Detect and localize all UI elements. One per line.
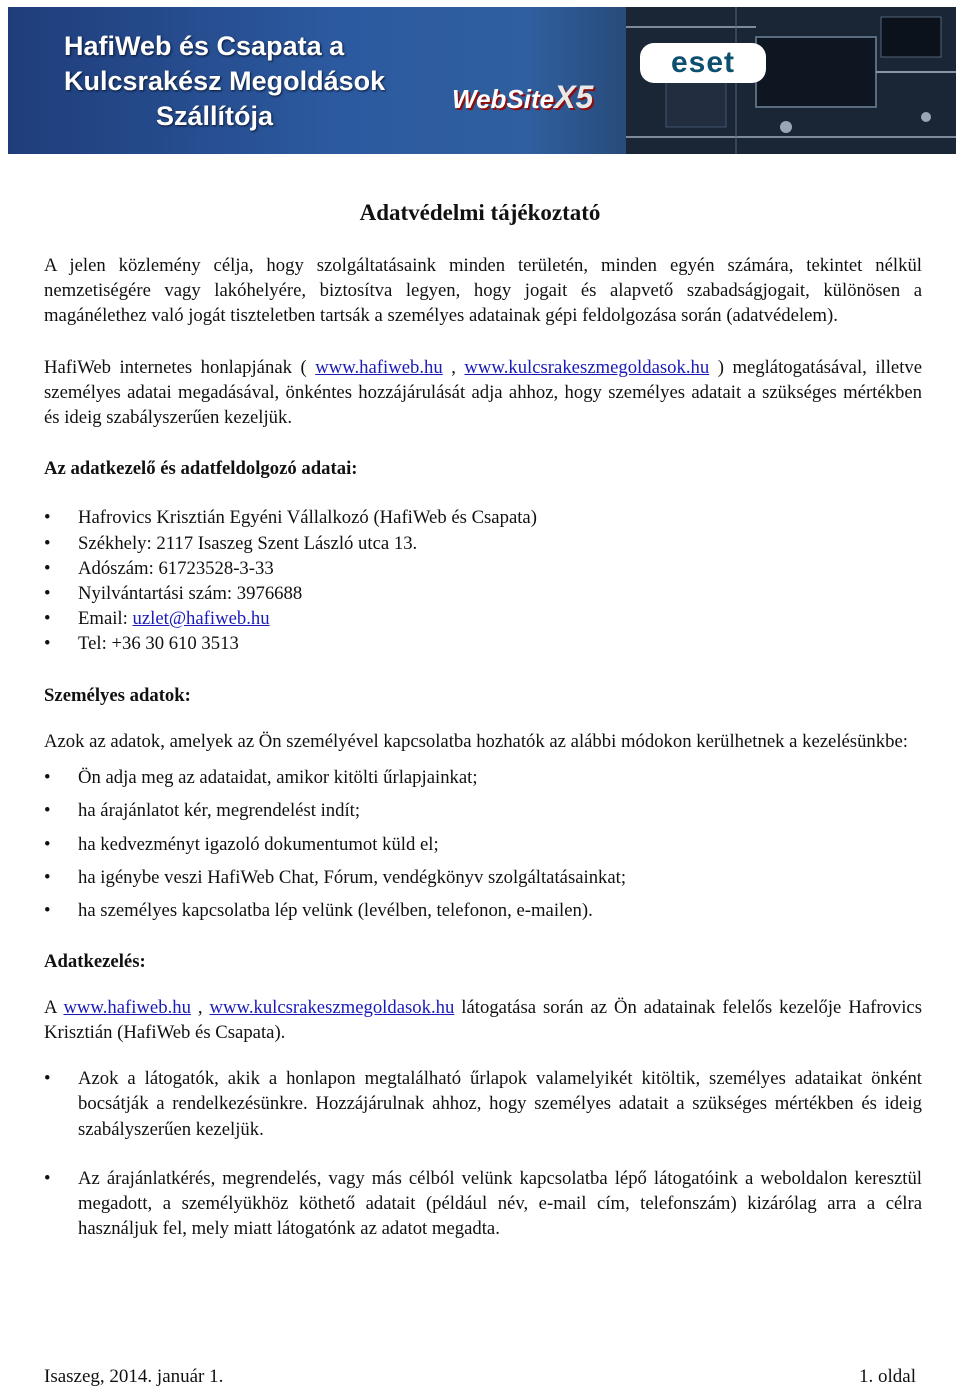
- website-logo-version: X5: [554, 79, 594, 115]
- list-item: • Adószám: 61723528-3-33: [44, 556, 922, 581]
- processing-suffix: látogatása során az Ön adatainak felelős kezelője Hafrovics Krisztián (HafiWeb és Csapata).: [44, 996, 923, 1043]
- banner-title-line-2: Kulcsrakész Megoldások: [64, 66, 386, 96]
- controller-heading: Az adatkezelő és adatfeldolgozó adatai:: [44, 458, 358, 480]
- personal-data-list: [44, 761, 922, 927]
- controller-list: [44, 505, 922, 656]
- document-title: Adatvédelmi tájékoztató: [359, 200, 601, 225]
- processing-list: [44, 1066, 922, 1241]
- website-logo-text: WebSite: [452, 84, 555, 114]
- consent-prefix: HafiWeb internetes honlapjának (: [44, 356, 307, 378]
- footer-page-number: 1. oldal: [859, 1366, 916, 1387]
- banner-title-line-1: HafiWeb és Csapata a: [64, 31, 345, 61]
- consent-suffix: ) meglátogatásával, illetve személyes adatai megadásával, önkéntes hozzájárulását adja ahhoz, hogy személyes adatait a szükséges mértékben és ideig szabályszerűen kezeljük.: [44, 356, 923, 429]
- processing-prefix: A: [44, 996, 57, 1018]
- hafiweb-link[interactable]: www.hafiweb.hu: [315, 356, 443, 378]
- kulcsrakesz-link[interactable]: www.kulcsrakeszmegoldasok.hu: [209, 996, 455, 1018]
- eset-logo: eset: [640, 43, 766, 83]
- list-item: • Hafrovics Krisztián Egyéni Vállalkozó (HafiWeb és Csapata): [44, 505, 922, 530]
- processing-paragraph: [44, 995, 922, 1045]
- list-item: • Ön adja meg az adataidat, amikor kitölti űrlapjainkat;: [44, 761, 922, 794]
- list-item: • ha személyes kapcsolatba lép velünk (levélben, telefonon, e-mailen).: [44, 894, 922, 927]
- header-banner: [8, 7, 956, 154]
- document-body: [44, 253, 922, 1241]
- list-item: • Az árajánlatkérés, megrendelés, vagy más célból velünk kapcsolatba lépő látogatóink a weboldalon keresztül megadott, a személyükhöz köthető adatait (például név, e-mail cím, telefonszám) kizárólag arra a célra használjuk fel, mely miatt látogatónk az adatot megadta.: [44, 1166, 922, 1242]
- list-item: • Székhely: 2117 Isaszeg Szent László utca 13.: [44, 531, 922, 556]
- personal-data-intro: Azok az adatok, amelyek az Ön személyével kapcsolatba hozhatók az alábbi módokon kerülhetnek a kezelésünkbe:: [44, 730, 908, 752]
- kulcsrakesz-link[interactable]: www.kulcsrakeszmegoldasok.hu: [464, 356, 710, 378]
- list-item: • Nyilvántartási szám: 3976688: [44, 581, 922, 606]
- banner-title-line-3: Szállítója: [156, 101, 274, 131]
- email-label: Email:: [78, 608, 128, 630]
- list-item: [44, 606, 922, 631]
- consent-separator: ,: [451, 356, 456, 378]
- list-item: • ha árajánlatot kér, megrendelést indít;: [44, 794, 922, 827]
- processing-separator: ,: [197, 996, 203, 1018]
- banner-title: [64, 29, 385, 134]
- personal-data-heading: Személyes adatok:: [44, 684, 191, 706]
- consent-paragraph: [44, 355, 922, 431]
- processing-heading: Adatkezelés:: [44, 950, 146, 972]
- list-item: • ha igénybe veszi HafiWeb Chat, Fórum, vendégkönyv szolgáltatásainkat;: [44, 861, 922, 894]
- list-item: • ha kedvezményt igazoló dokumentumot küld el;: [44, 828, 922, 861]
- footer-place-date: Isaszeg, 2014. január 1.: [44, 1366, 224, 1387]
- email-link[interactable]: uzlet@hafiweb.hu: [132, 608, 270, 630]
- intro-paragraph: A jelen közlemény célja, hogy szolgáltatásaink minden területén, minden egyén számára, tekintet nélkül nemzetiségére vagy lakóhelyére, biztosítva legyen, hogy jogait és alapvető szabadságjogait, különösen a magánélethez való jogát tiszteletben tartsák a személyes adatainak gépi feldolgozása során (adatvédelem).: [44, 255, 922, 327]
- website-x5-logo: [452, 79, 593, 116]
- list-item: • Azok a látogatók, akik a honlapon megtalálható űrlapok valamelyikét kitöltik, személyes adataikat önként bocsátják a rendelkezésünkre. Hozzájárulnak ahhoz, hogy személyes adatait a szükséges mértékben és ideig szabályszerűen kezeljük.: [44, 1066, 922, 1142]
- hafiweb-link[interactable]: www.hafiweb.hu: [63, 996, 191, 1018]
- list-item: • Tel: +36 30 610 3513: [44, 631, 922, 656]
